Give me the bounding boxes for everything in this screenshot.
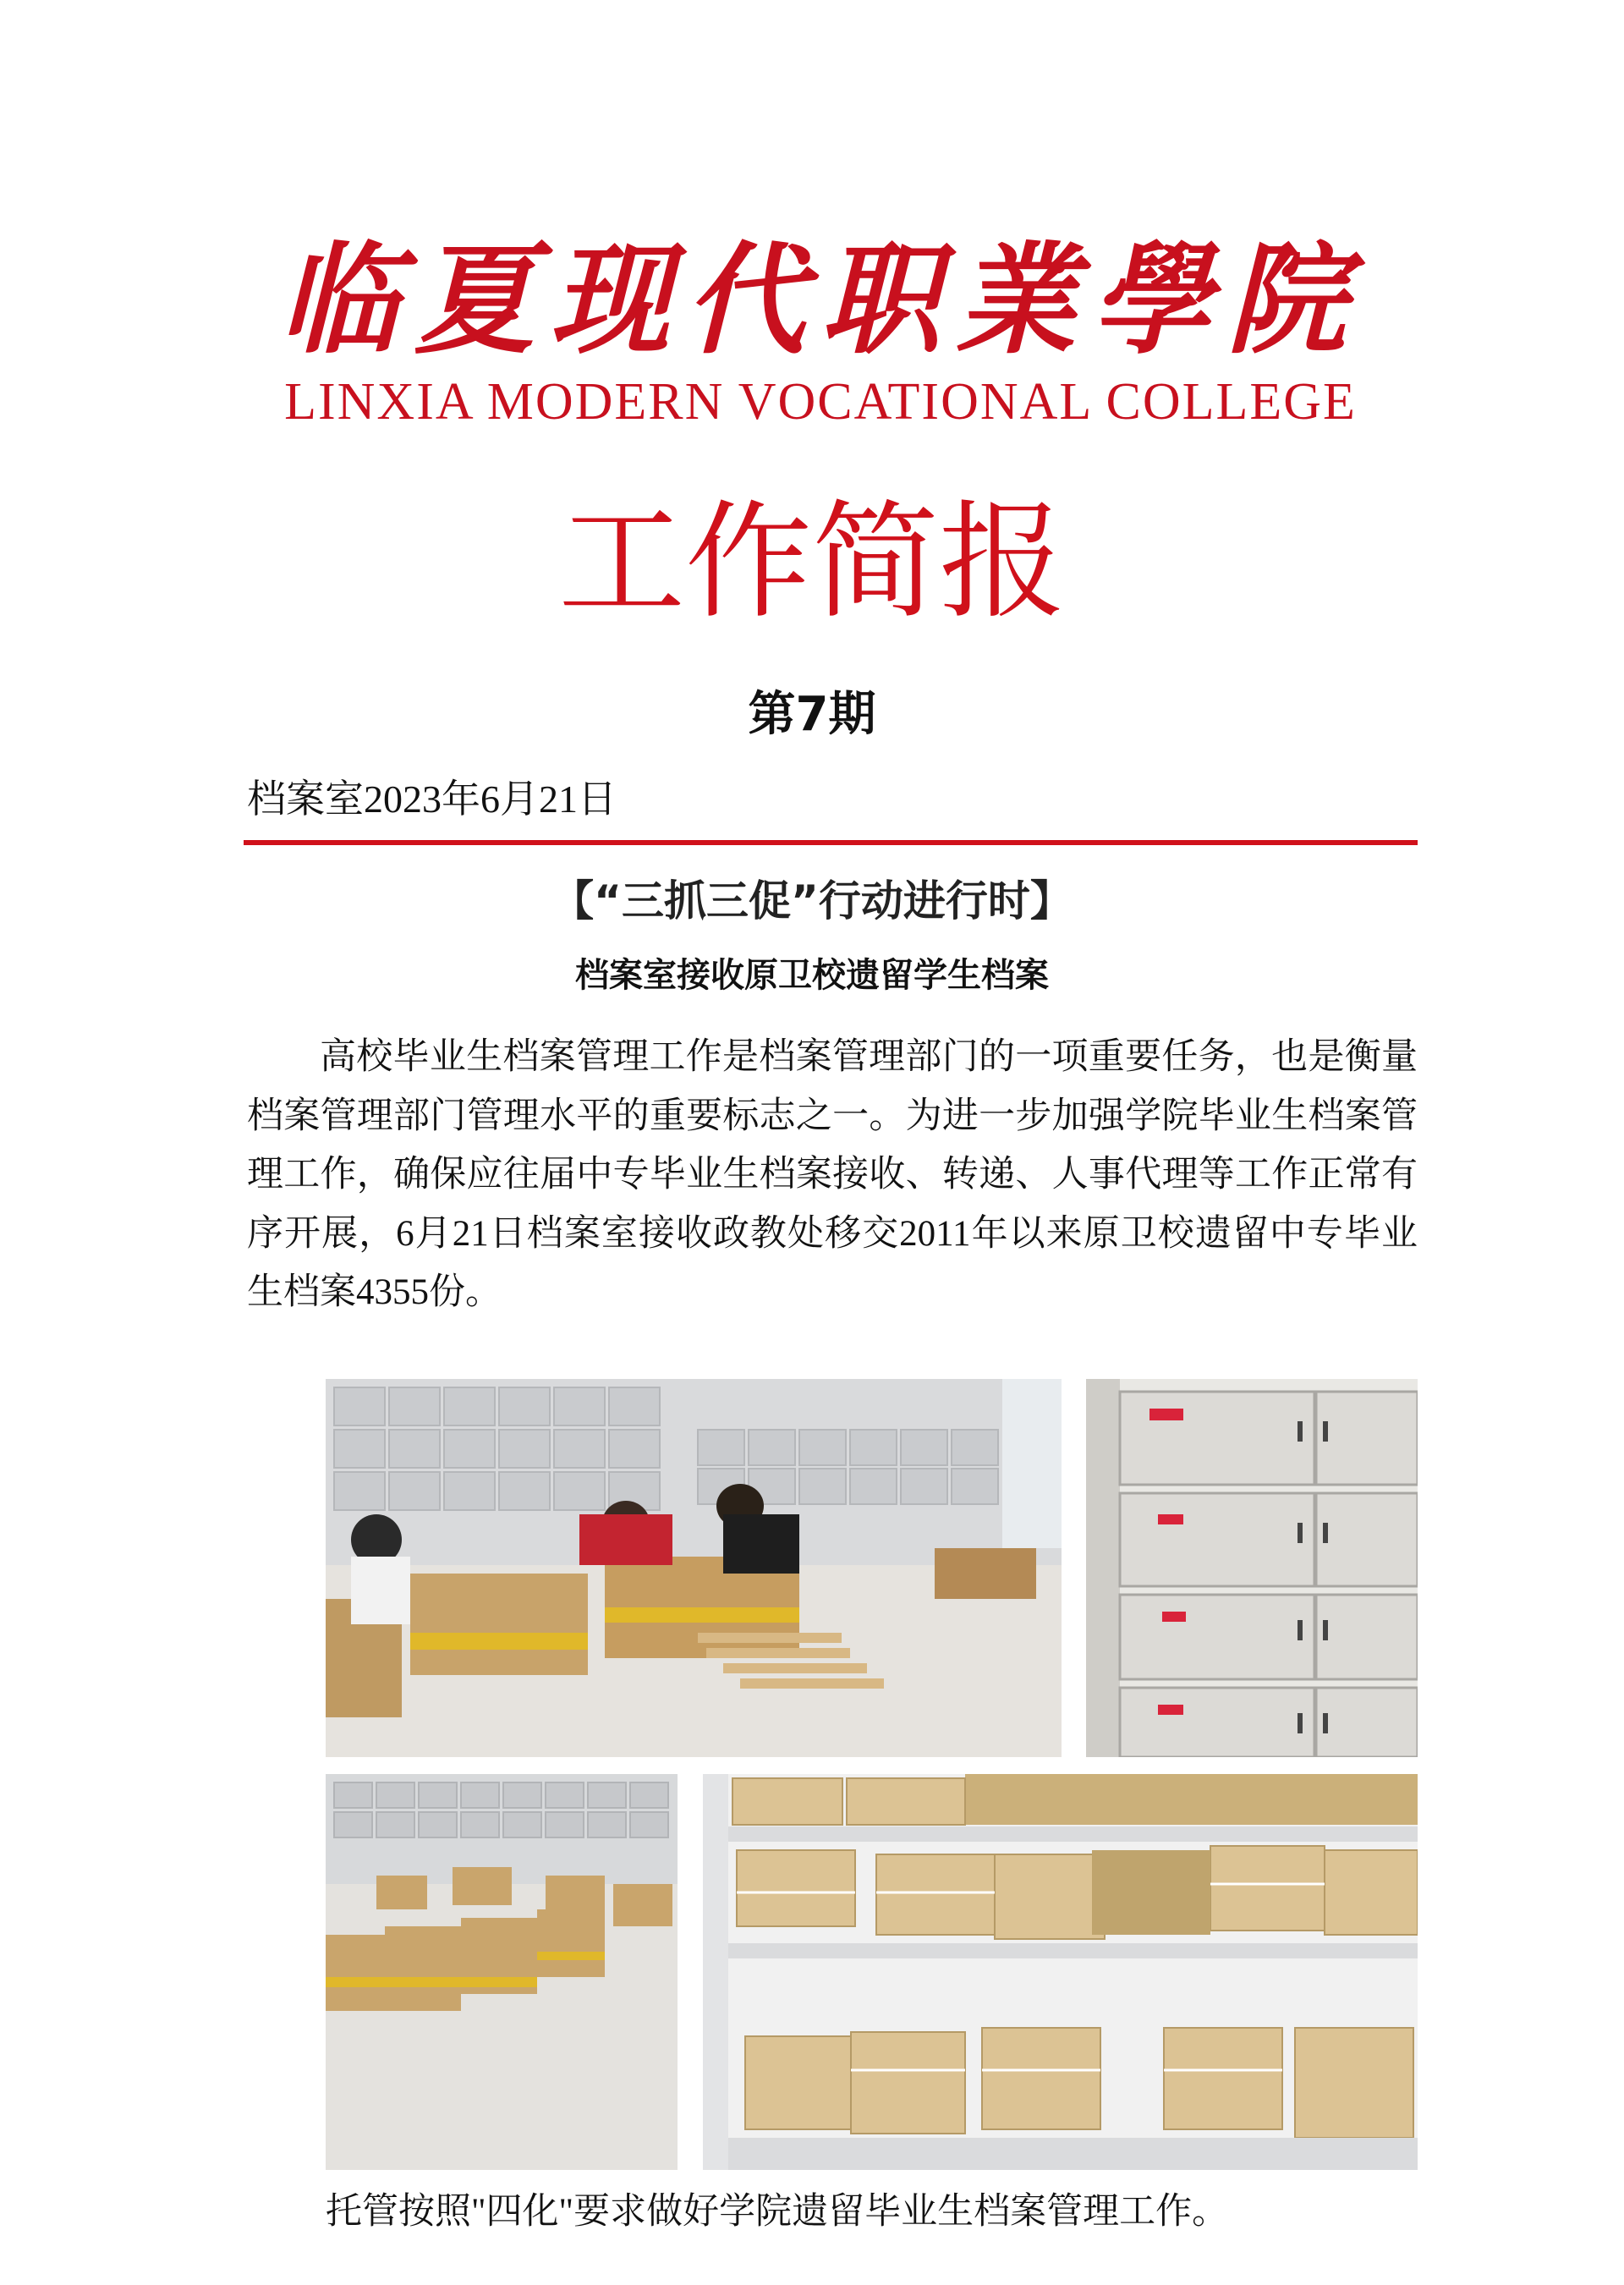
college-logo-english: LINXIA MODERN VOCATIONAL COLLEGE xyxy=(284,373,1357,431)
header-divider xyxy=(244,840,1418,845)
photo-staff-sorting-boxes xyxy=(326,1379,1062,1757)
photo-archive-bags-on-shelves xyxy=(703,1774,1418,2170)
photo-boxes-on-floor xyxy=(326,1774,678,2170)
article-body: 高校毕业生档案管理工作是档案管理部门的一项重要任务，也是衡量档案管理部门管理水平的重要标志之一。为进一步加强学院毕业生档案管理工作，确保应往届中专毕业生档案接收、转递、人事代理等工作正常有序开展，6月21日档案室接收政教处移交2011年以来原卫校遗留中专毕业生档案4355份。 xyxy=(247,1037,1418,1312)
photo-archive-cabinet xyxy=(1086,1379,1418,1757)
photo-caption: 托管按照"四化"要求做好学院遗留毕业生档案管理工作。 xyxy=(326,2192,1229,2232)
article-title: 档案室接收原卫校遗留学生档案 xyxy=(575,956,1049,995)
college-logo-chinese: 临夏现代职業學院 xyxy=(279,230,1362,371)
section-tag: 【“三抓三促”行动进行时】 xyxy=(551,876,1073,926)
department-and-date: 档案室2023年6月21日 xyxy=(247,777,617,821)
newsletter-title: 工作简报 xyxy=(557,489,1066,636)
issue-number: 第7期 xyxy=(748,687,876,742)
